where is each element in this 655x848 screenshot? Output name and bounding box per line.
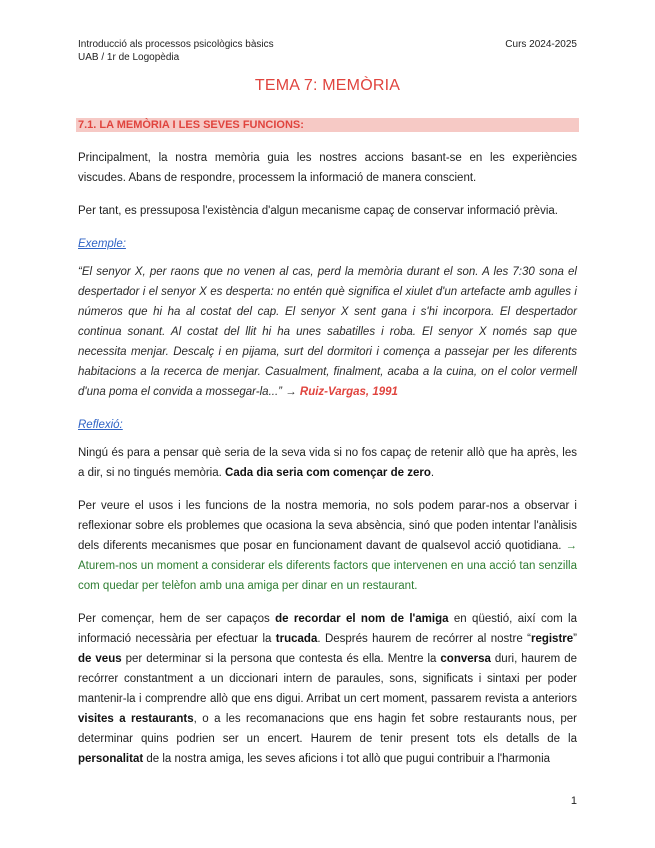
paragraph-intro: Principalment, la nostra memòria guia les nostres accions basant-se en les experiències viscudes. Abans de respondre, processem la informació de manera conscient.	[78, 152, 577, 184]
text-run: duri, haurem de recórrer constantment a un diccionari intern de paraules, sons, significats i sintaxi per poder mantenir-la i comprendre allò que ens digui. Arribat un cert moment, passarem revista a anteriors	[78, 653, 578, 705]
emphasis-term: visites a restaurants	[78, 713, 194, 725]
emphasis-term: conversa	[440, 653, 491, 665]
text-run: , o a les recomanacions que ens hagin fet sobre restaurants nous, per determinar quins podrien ser un encert. Haurem de tenir present tots els detalls de la	[78, 713, 577, 745]
page-number: 1	[570, 795, 577, 807]
quote-reference: Ruiz-Vargas, 1991	[299, 386, 398, 398]
emphasis-term: registre	[530, 633, 574, 645]
institution: UAB / 1r de Logopèdia	[78, 52, 180, 63]
reflection-link[interactable]: Reflexió:	[78, 419, 123, 431]
functions-text: Per veure el usos i les funcions de la nostra memoria, no sols podem parar-nos a observar i reflexionar sobre els problemes que ocasiona la seva absència, sinó que poden intentar l'anàlisis dels diferents mecanismes que posar en funcionament davant de qualsevol acció quotidiana.	[78, 500, 577, 552]
text-run: ”	[573, 633, 577, 645]
paragraph-assumption: Per tant, es pressuposa l'existència d'algun mecanisme capaç de conservar informació prèvia.	[78, 205, 558, 217]
emphasis-term: de veus	[78, 653, 122, 665]
text-run: en qüestió, així com la informació necessària per efectuar la	[78, 613, 577, 645]
text-run: de la nostra amiga, les seves aficions i tot allò que pugui contribuir a l'harmonia	[143, 753, 551, 765]
example-quote	[78, 262, 577, 402]
example-link[interactable]: Exemple:	[78, 238, 126, 250]
section-heading: 7.1. LA MEMÒRIA I LES SEVES FUNCIONS:	[76, 118, 579, 132]
reflection-text: Ningú és para a pensar què seria de la seva vida si no fos capaç de retenir allò que ha après, les a dir, si no tingués memòria.	[78, 447, 577, 479]
emphasis-term: trucada	[275, 633, 318, 645]
quote-text: “El senyor X, per raons que no venen al cas, perd la memòria durant el son. A les 7:30 sona el despertador i el senyor X es desperta: no entén què significa el xiulet d'un artefacte amb agulles i números que hi ha al costat del cap. El senyor X sent gana i s'hi incorpora. El despertador continua sonant. Al costat del llit hi ha unes sabatilles i roba. El senyor X només sap que necessita menjar. Descalç i en pijama, surt del dormitori i comença a passejar per les diferents habitacions a la recerca de menjar. Casualment, finalment, acaba a la cuina, on el color vermell d'una poma el convida a mossegar-la...” →	[78, 266, 577, 398]
emphasis-term: personalitat	[78, 753, 144, 765]
page-header-left	[78, 38, 274, 64]
reflection-emphasis: Cada dia seria com començar de zero	[225, 467, 431, 479]
emphasis-term: de recordar el nom de l'amiga	[275, 613, 449, 625]
text-run: . Després haurem de recórrer al nostre “	[317, 633, 531, 645]
paragraph-phone-call	[78, 609, 577, 769]
paragraph-reflection: Ningú és para a pensar què seria de la seva vida si no fos capaç de retenir allò que ha après, les a dir, si no tingués memòria. Cada dia seria com començar de zero.	[78, 447, 577, 479]
text-run: per determinar si la persona que contesta és ella. Mentre la	[121, 653, 441, 665]
document-body	[78, 148, 577, 782]
paragraph-functions	[78, 496, 577, 596]
functions-example-note: → Aturem-nos un moment a considerar els diferents factors que intervenen en una acció tan senzilla com quedar per telèfon amb una amiga per dinar en un restaurant.	[78, 540, 577, 592]
text-run: Per començar, hem de ser capaços	[78, 613, 276, 625]
course-name: Introducció als processos psicològics bàsics	[78, 39, 274, 50]
academic-year: Curs 2024-2025	[505, 39, 577, 50]
page-title: TEMA 7: MEMÒRIA	[254, 77, 401, 94]
